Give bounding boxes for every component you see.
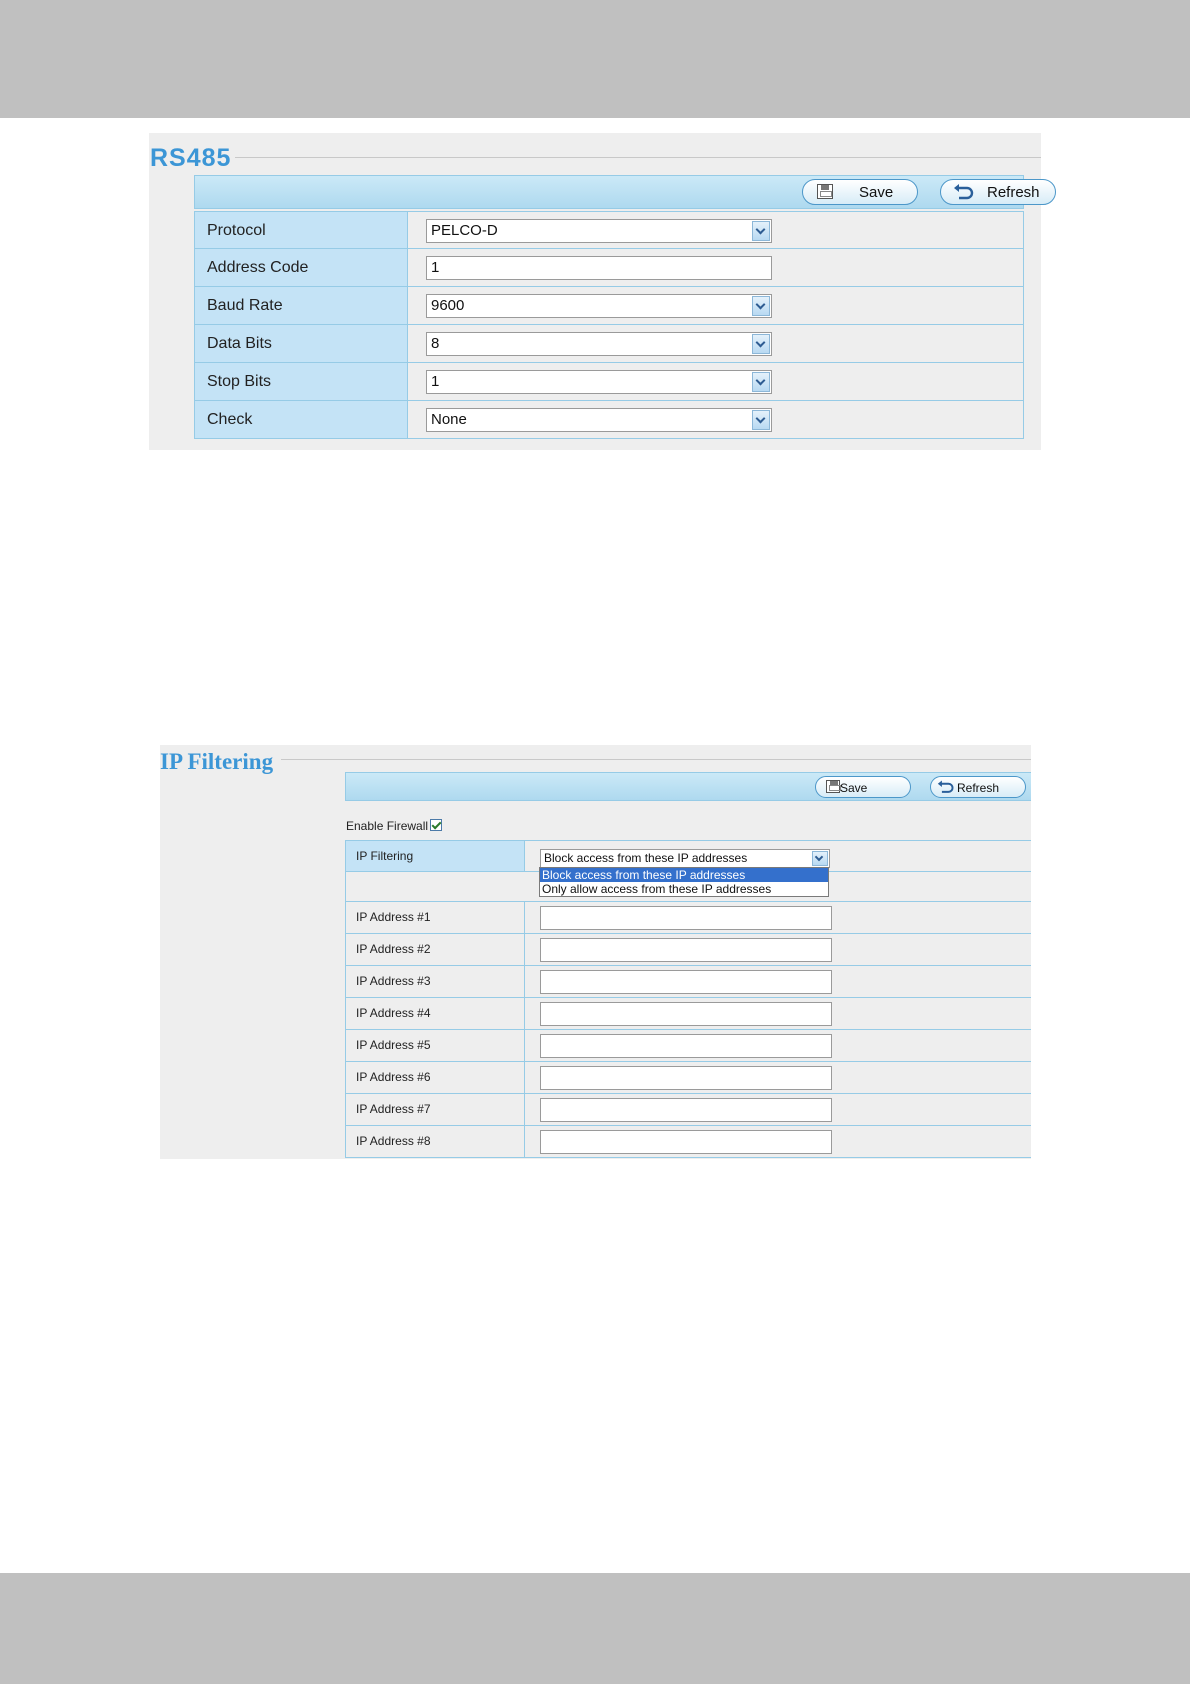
ip-filtering-mode-select[interactable]	[540, 849, 830, 868]
floppy-disk-icon	[826, 780, 840, 793]
ip-address-input-8[interactable]	[540, 1130, 832, 1154]
rs485-save-label: Save	[859, 184, 894, 201]
ip-address-input-2[interactable]	[540, 938, 832, 962]
rs485-title-divider	[235, 157, 1041, 158]
protocol-row	[194, 211, 1024, 249]
chevron-down-icon[interactable]	[752, 410, 770, 430]
ip-address-input-1[interactable]	[540, 906, 832, 930]
check-value: None	[431, 411, 467, 428]
data-bits-select[interactable]	[426, 332, 772, 356]
chevron-down-icon[interactable]	[752, 334, 770, 354]
address-code-input[interactable]	[426, 256, 772, 280]
ip-address-label-7: IP Address #7	[346, 1094, 525, 1125]
ip-address-input-4[interactable]	[540, 1002, 832, 1026]
refresh-arrow-icon	[937, 780, 955, 794]
enable-firewall-checkbox[interactable]	[430, 819, 442, 831]
ip-address-label-8: IP Address #8	[346, 1126, 525, 1157]
ip-address-input-5[interactable]	[540, 1034, 832, 1058]
chevron-down-icon[interactable]	[812, 851, 828, 866]
data-bits-row	[194, 325, 1024, 363]
refresh-arrow-icon	[953, 184, 975, 200]
check-select[interactable]	[426, 408, 772, 432]
protocol-label: Protocol	[195, 212, 408, 248]
ip-address-label-6: IP Address #6	[346, 1062, 525, 1093]
stop-bits-row	[194, 363, 1024, 401]
protocol-value: PELCO-D	[431, 222, 498, 239]
ip-address-row-6	[345, 1062, 1031, 1094]
check-label: Check	[195, 401, 408, 438]
baud-rate-select[interactable]	[426, 294, 772, 318]
ip-address-row-8	[345, 1126, 1031, 1158]
ip-address-row-5	[345, 1030, 1031, 1062]
ip-address-label-4: IP Address #4	[346, 998, 525, 1029]
ip-address-row-2	[345, 934, 1031, 966]
page-footer-band	[0, 1573, 1190, 1684]
ip-filtering-toolbar	[345, 772, 1031, 801]
stop-bits-label: Stop Bits	[195, 363, 408, 400]
ip-address-row-4	[345, 998, 1031, 1030]
ip-filtering-panel	[160, 745, 1031, 1159]
ip-filtering-refresh-label: Refresh	[957, 781, 1000, 795]
chevron-down-icon[interactable]	[752, 296, 770, 316]
ip-filtering-title: IP Filtering	[160, 749, 274, 774]
chevron-down-icon[interactable]	[752, 221, 770, 241]
ip-filtering-mode-value: Block access from these IP addresses	[544, 851, 748, 865]
ip-address-label-2: IP Address #2	[346, 934, 525, 965]
page-header-band	[0, 0, 1190, 118]
address-code-value: 1	[431, 259, 440, 276]
stop-bits-value: 1	[431, 373, 440, 390]
ip-address-label-5: IP Address #5	[346, 1030, 525, 1061]
ip-address-row-7	[345, 1094, 1031, 1126]
address-code-label: Address Code	[195, 249, 408, 286]
baud-rate-row	[194, 287, 1024, 325]
rs485-refresh-label: Refresh	[987, 184, 1040, 201]
rs485-panel	[149, 133, 1041, 450]
ip-filtering-mode-label: IP Filtering	[346, 841, 525, 871]
address-code-row	[194, 249, 1024, 287]
rs485-settings-table	[194, 211, 1024, 439]
data-bits-label: Data Bits	[195, 325, 408, 362]
ip-address-row-1	[345, 902, 1031, 934]
ip-filtering-mode-dropdown	[539, 867, 829, 897]
dropdown-option-allow[interactable]: Only allow access from these IP addresses	[542, 882, 772, 896]
enable-firewall-label: Enable Firewall	[346, 819, 429, 833]
dropdown-option-block[interactable]: Block access from these IP addresses	[540, 868, 828, 882]
protocol-select[interactable]	[426, 219, 772, 243]
baud-rate-value: 9600	[431, 297, 465, 314]
rs485-save-button[interactable]	[802, 179, 918, 205]
chevron-down-icon[interactable]	[752, 372, 770, 392]
ip-filtering-refresh-button[interactable]	[930, 776, 1026, 798]
data-bits-value: 8	[431, 335, 440, 352]
ip-address-label-1: IP Address #1	[346, 902, 525, 933]
rs485-refresh-button[interactable]	[940, 179, 1056, 205]
ip-filtering-save-button[interactable]	[815, 776, 911, 798]
check-row	[194, 401, 1024, 439]
ip-address-input-6[interactable]	[540, 1066, 832, 1090]
floppy-disk-icon	[817, 184, 833, 199]
ip-filtering-title-divider	[281, 759, 1031, 760]
ip-filtering-save-label: Save	[840, 781, 868, 795]
ip-address-label-3: IP Address #3	[346, 966, 525, 997]
stop-bits-select[interactable]	[426, 370, 772, 394]
rs485-toolbar	[194, 175, 1040, 209]
ip-address-input-3[interactable]	[540, 970, 832, 994]
baud-rate-label: Baud Rate	[195, 287, 408, 324]
ip-address-row-3	[345, 966, 1031, 998]
rs485-title: RS485	[150, 144, 232, 172]
ip-address-input-7[interactable]	[540, 1098, 832, 1122]
